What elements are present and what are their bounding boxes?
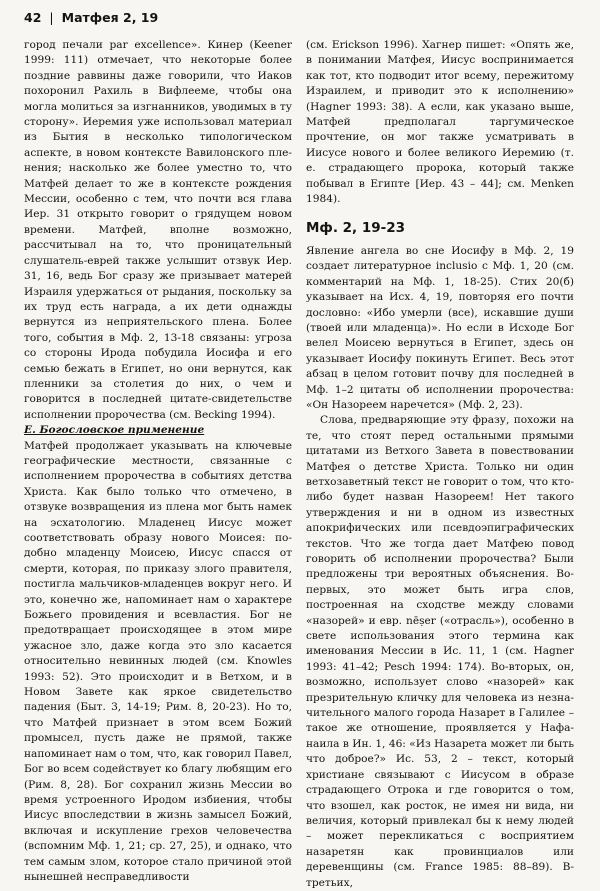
right-column (306, 38, 574, 891)
header-separator: | (49, 10, 54, 25)
paragraph: (см. Erickson 1996). Хагнер пишет: «Опять же, в понимании Матфея, Иисус воспринимается как тот, кто подводит итог всему, пережитому Израилем, и приводит это к исполнению» (Hagner 1993: 38). А если, как указано выше, Матфей предполагал таргумическое прочтение, он мог также усматривать в Иисусе нового и более великого Иеремию (т. е. страдающего пророка, который также побывал в Египте [Иер. 43 – 44]; см. Menken 1984). (306, 39, 574, 206)
section-heading: Мф. 2, 19-23 (306, 220, 406, 237)
paragraph: Матфей продолжает указывать на ключевые географические местности, связанные с исполнением пророчества в событиях детства Христа. Как было только что отмечено, в отзвуке возвращения из плена мог быть намек на эсхатологию. Младенец Иисус может соответствовать образу нового Моисея: подобно младенцу Моисею, Иисус спасся от смерти, которая, по приказу злого правителя, постигла мальчиков-младенцев вокруг него. И это, конечно же, напоминает нам о характере Божьего провидения и всевластия. Бог не предотвращает происходящее в этом мире ужасное зло, даже когда это зло касается относительно невинных людей (см. Knowles 1993: 52). Это происходит и в Ветхом, и в Новом Завете как яркое свидетельство падения (Быт. 3, 14-19; Рим. 8, 20-23). Но то, что Матфей признает в этом всем Божий промысел, пусть даже не прямой, также напоминает нам о том, что, как говорил Павел, Бог во всем содействует ко благу любящим его (Рим. 8, 28). Бог сохранил жизнь Мессии во время устроенного Иродом избиения, чтобы Иисус впоследствии в жизнь замысел Божий, включая и искупление грехов человечества (вспомним Мф. 1, 21; ср. 27, 25), и однако, что тем самым злом, которое стало причиной этой нынешней несправедливости (24, 439, 292, 883)
paragraph: Явление ангела во сне Иосифу в Мф. 2, 19 создает литературное inclusio с Мф. 1, 20 (см. комментарий на Мф. 1, 18-25). Стих 20(б) указывает на Исх. 4, 19, повторяя его почти дословно: «Ибо умерли (все), искавшие души (твоей или младенца)». Но если в Исходе Бог велел Моисею вернуться в Египет, здесь он указывает Иосифу покинуть Египет. Весь этот абзац в целом готовит почву для последней в Мф. 1–2 цитаты об исполнении пророчества: «Он Назореем наречется» (Мф. 2, 23). (306, 244, 574, 411)
left-column (24, 38, 292, 885)
running-header (24, 10, 158, 25)
running-title: Матфея 2, 19 (61, 10, 159, 25)
subsection-heading: Е. Богословское применение (24, 424, 205, 437)
paragraph: город печали par excellence». Кинер (Keener 1999: 111) отмечает, что некоторые более поздние раввины даже говорили, что Иаков похоронил Рахиль в Вифлееме, чтобы она могла молиться за изгнанников, уводимых в ту сторону». Иеремия уже использовал материал из Бытия в несколько типологическом аспекте, в новом контексте Вавилонского пленения; насколько же более уместно то, что Матфей делает то же в контексте рождения Мессии, особенно с тем, что почти вся глава Иер. 31 открыто говорит о грядущем новом времени. Матфей, вполне возможно, рассчитывал на то, что проницательный слушатель-еврей также услышит отзвук Иер. 31, 16, ведь Бог сразу же призывает матерей Израиля удержаться от рыдания, поскольку за их труд есть награда, а их дети однажды вернутся из неприятельского плена. Более того, события в Мф. 2, 13-18 связаны: угроза со стороны Ирода побудила Иосифа и его семью бежать в Египет, но они вернутся, как пленники за столетия до них, о чем и говорится в последней цитате-свидетельстве исполнении пророчества (см. Becking 1994). (24, 39, 292, 421)
paragraph: Слова, предваряющие эту фразу, похожи на те, что стоят перед остальными прямыми цитатами из Ветхого Завета в повествовании Матфея о детстве Христа. Только ни один ветхозаветный текст не говорит о том, что кто-либо будет назван Назореем! Нет такого утверждения и ни в одном из известных апокрифических или псевдоэпиграфических текстов. Что же тогда дает Матфею повод говорить об исполнении пророчества? Были предложены три вероятных объяснения. Во-первых, это может быть игра слов, построенная на сходстве между словами «назорей» и евр. nēṣer («отрасль»), особенно в свете использования этого термина как именования Мессии в Ис. 11, 1 (см. Hagner 1993: 41–42; Pesch 1994: 174). Во-вторых, он, возможно, использует слово «назорей» как презрительную кличку для человека из незначительного малого города Назарет в Галилее – такое же отношение, проявляется у Нафанаила в Ин. 1, 46: «Из Назарета может ли быть что доброе?» Ис. 53, 2 – текст, который христиане связывают с Иисусом в образе страдающего Отрока и где говорится о том, что взошел, как росток, не имея ни вида, ни величия, который привлекал бы к нему людей – может перекликаться с восприятием назаретян как провинциалов или деревенщины (см. France 1985: 88–89). В-третьих, (306, 414, 574, 889)
page-number: 42 (24, 10, 42, 25)
